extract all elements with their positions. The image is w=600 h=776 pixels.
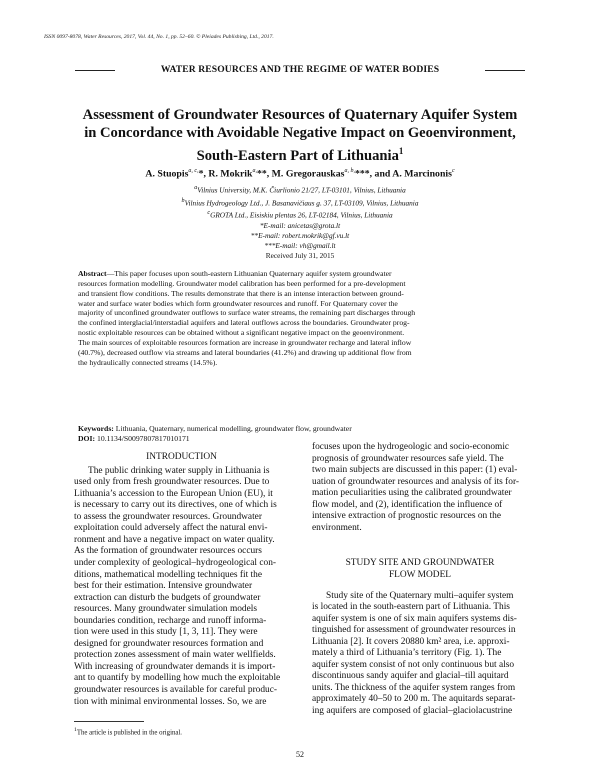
intro-line: ditions, mathematical modelling techniques fit the [74, 569, 262, 580]
abstract [78, 269, 523, 367]
footnote-rule [74, 721, 144, 722]
intro-line: under complexity of geological–hydrogeological con- [74, 557, 277, 568]
intro-cont-line: two main subjects are discussed in this paper: (1) eval- [312, 465, 518, 476]
intro-cont-line: uation of groundwater resources and analysis of its for- [312, 476, 520, 487]
footnote: $^1$The article is published in the original. [74, 727, 182, 737]
study-line: Lithuania [2]. It covers 20880 km² area, i.e. approxi- [312, 636, 510, 647]
title-line-3: South-Eastern Part of Lithuania$^1$ [196, 146, 404, 164]
intro-line: Lithuania’s accession to the European Union (EU), it [74, 488, 273, 499]
intro-cont-line: focuses upon the hydrogeologic and socio-economic [312, 442, 510, 452]
intro-line: The public drinking water supply in Lithuania is [88, 465, 270, 476]
left-column [74, 452, 289, 708]
intro-line: ronment and have a negative impact on water quality. [74, 534, 275, 545]
study-line: mately a third of Lithuania’s territory (Fig. 1). The [312, 648, 502, 659]
intro-cont-line: environment. [312, 522, 362, 533]
title-line-2: in Concordance with Avoidable Negative Impact on Geoenvironment, [84, 125, 516, 141]
keywords: Keywords: Lithuania, Quaternary, numerical modelling, groundwater flow, groundwater [78, 424, 352, 433]
abstract-line: and transient flow conditions. The results demonstrate that there is an intense interaction between ground- [78, 288, 404, 298]
section-title: WATER RESOURCES AND THE REGIME OF WATER BODIES [160, 64, 440, 75]
intro-line: best for their estimation. Intensive groundwater [74, 581, 253, 592]
right-column [312, 442, 528, 718]
abstract-line: water and surface water bodies which form groundwater resources and runoff. For Quaternary cover the [78, 298, 398, 308]
affiliation-a: $^a$Vilnius University, M.K. Čiurlionio 21/27, LT-03101, Vilnius, Lithuania [194, 185, 406, 195]
study-line: tinguished for assessment of groundwater resources in [312, 625, 516, 636]
study-line: ing aquifers are composed of glacial–glaciolacustrine [312, 706, 513, 717]
abstract-line: The main sources of exploitable resources formation are increase in groundwater recharge and lateral inflow [78, 337, 412, 347]
study-site-heading-2: FLOW MODEL [388, 569, 452, 580]
keywords-block [78, 424, 523, 444]
title-line-1: Assessment of Groundwater Resources of Quaternary Aquifer System [82, 107, 518, 123]
introduction-heading: INTRODUCTION [146, 452, 217, 462]
page-number: 52 [296, 750, 304, 759]
intro-line: is necessary to carry out its directives, one of which is [74, 500, 277, 511]
study-line: approximately 40–50 to 200 m. The aquitards separat- [312, 694, 516, 705]
study-site-heading-1: STUDY SITE AND GROUNDWATER [345, 558, 495, 569]
study-line: is located in the south-eastern part of Lithuania. This [312, 602, 510, 613]
intro-line: boundaries condition, recharge and runoff informa- [74, 615, 267, 626]
abstract-line: (40.7%), decreased outflow via streams and lateral boundaries (41.2%) and drawing up additional flow from [78, 347, 412, 357]
abstract-line: the hydraulically connected streams (14.5%). [78, 357, 218, 367]
intro-line: designed for groundwater resources formation and [74, 638, 264, 649]
intro-line: With increasing of groundwater demands it is import- [74, 661, 276, 672]
intro-line: protection zones assessment of main water wellfields. [74, 650, 276, 661]
intro-line: tion were used in this study [1, 3, 11]. They were [74, 627, 258, 638]
abstract-line: Abstract—This paper focuses upon south-eastern Lithuanian Quaternary aquifer system groundwater [78, 269, 392, 278]
journal-header: ISSN 0097-8078, Water Resources, 2017, Vol. 44, No. 1, pp. 52–60. © Pleiades Publishing, Ltd., 2017. [44, 34, 274, 40]
intro-line: ant to quantify by modelling how much the exploitable [74, 673, 281, 684]
abstract-line: the confined interglacial/interstadial aquifers and lateral outflows across the boundaries. Groundwater prog- [78, 318, 410, 328]
abstract-line: majority of unconfined groundwater outflows to surface water streams, the remaining part discharges through [78, 308, 416, 318]
email-2[interactable]: **E-mail: robert.mokrik@gf.vu.lt [250, 231, 350, 241]
intro-cont-line: intensive extraction of prognostic resources on the [312, 511, 502, 522]
intro-line: used only from fresh groundwater resources. Due to [74, 477, 270, 488]
intro-line: groundwater resources is available for careful produc- [74, 684, 278, 695]
author-list: A. Stuopis$^{a, c,}$*, R. Mokrik$^{a,}$**, M. Gregorauskas$^{a, b,}$***, and A. Marcinonis$^c$ [145, 168, 455, 180]
paper-title [60, 106, 540, 165]
intro-line: As the formation of groundwater resources occurs [74, 546, 262, 557]
intro-cont-line: flow model, and (2), identification the influence of [312, 499, 503, 510]
intro-cont-line: prognosis of groundwater resources safe yield. The [312, 453, 504, 464]
received-date: Received July 31, 2015 [265, 251, 335, 261]
email-3[interactable]: ***E-mail: vh@gmail.lt [264, 241, 336, 251]
study-line: aquifer system consist of not only continuous but also [312, 659, 515, 670]
abstract-line: nostic exploitable resources can be obtained without a significant negative impact on the geoenvironment. [78, 328, 405, 338]
study-line: Study site of the Quaternary multi–aquifer system [326, 590, 514, 601]
study-line: discontinuous sandy aquifer and glacial–till aquitard [312, 671, 509, 682]
doi[interactable]: DOI: 10.1134/S0097807817010171 [78, 434, 190, 443]
affiliations [60, 183, 540, 262]
intro-line: exploitation could adversely affect the natural envi- [74, 523, 268, 534]
intro-line: resources. Many groundwater simulation models [74, 604, 258, 615]
affiliation-b: $^b$Vilnius Hydrogeology Ltd., J. Basanavičiaus g. 37, LT-03109, Vilnius, Lithuania [181, 197, 419, 208]
intro-line: tion with minimal environmental losses. So, we are [74, 696, 267, 707]
affiliation-c: $^c$GROTA Ltd., Eisiskiu plentas 26, LT-02184, Vilnius, Lithuania [207, 210, 393, 220]
abstract-line: resources formation modelling. Groundwater model calibration has been performed for a pre-development [78, 278, 406, 288]
email-1[interactable]: *E-mail: anicetas@grota.lt [259, 220, 341, 230]
intro-line: to assess the groundwater resources. Groundwater [74, 511, 262, 522]
intro-line: extraction can disturb the budgets of groundwater [74, 592, 261, 603]
study-line: aquifer system is one of six main aquifers systems dis- [312, 613, 517, 624]
study-line: units. The thickness of the aquifer system ranges from [312, 682, 516, 693]
intro-cont-line: mation peculiarities using the calibrated groundwater [312, 488, 512, 499]
